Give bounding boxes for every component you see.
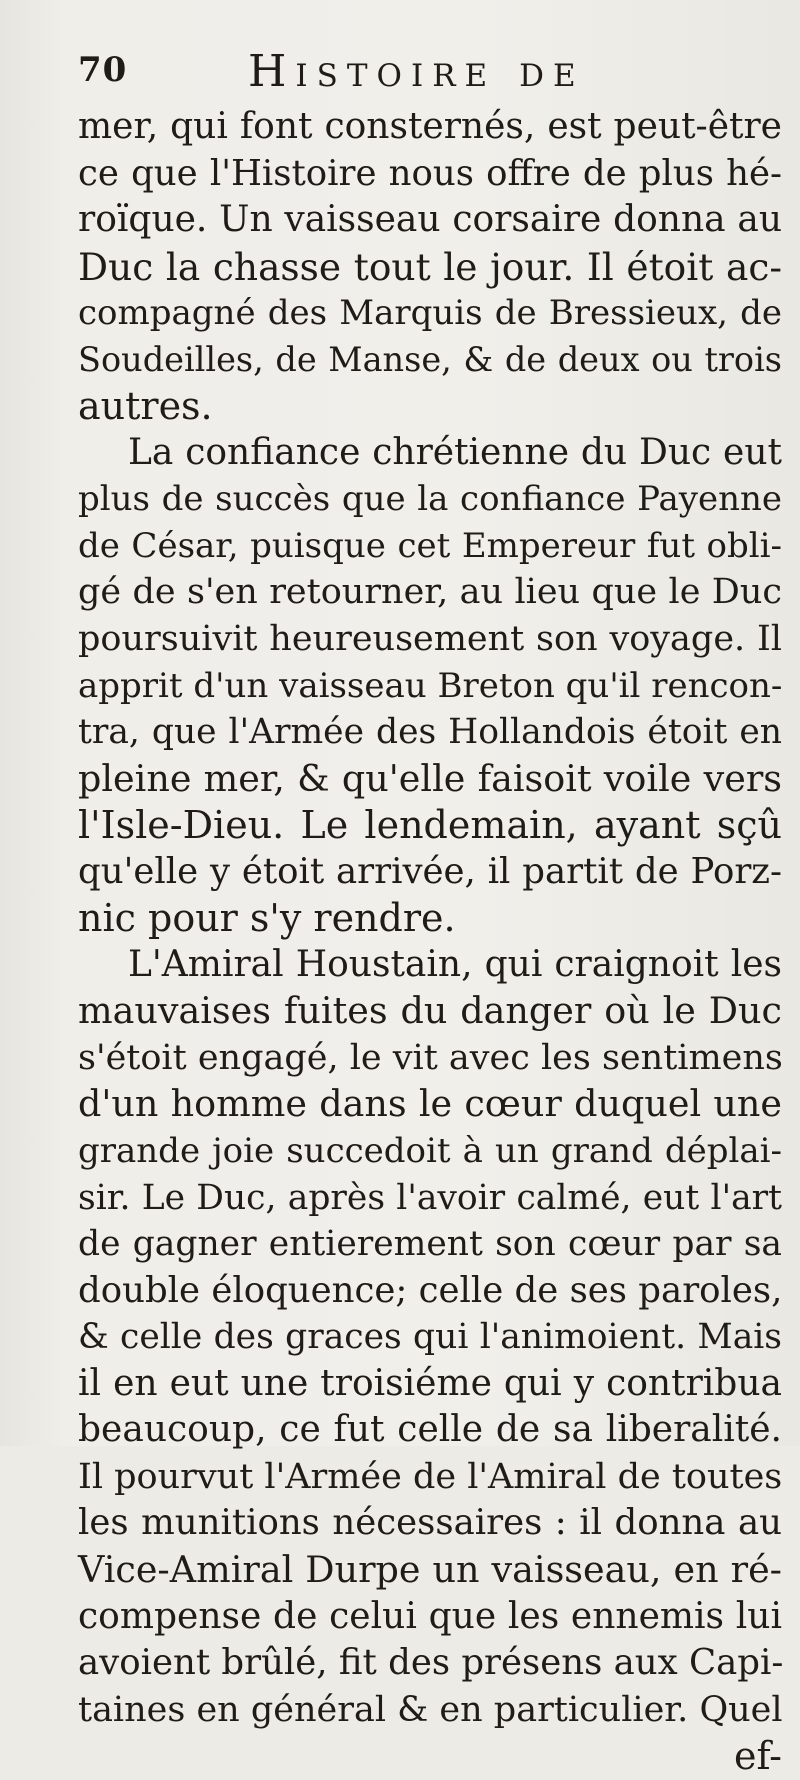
text-line: Il pourvut l'Armée de l'Amiral de toutes [78,1456,783,1497]
text-line: il en eut une troisiéme qui y contribua [78,1362,782,1404]
text-line: mer, qui font consternés, est peut-être [78,106,782,147]
text-line: poursuivit heureusement son voyage. Il [78,619,782,660]
text-line: de gagner entierement son cœur par sa [78,1224,782,1265]
text-line: & celle des graces qui l'animoient. Mais [78,1317,782,1358]
text-line: l'Isle-Dieu. Le lendemain, ayant sçû [78,803,782,848]
text-line: mauvaises fuites du danger où le Duc [78,989,782,1033]
text-line: beaucoup, ce fut celle de sa liberalité. [78,1409,782,1451]
text-line: plus de succès que la confiance Payenne [78,479,782,520]
text-line: gé de s'en retourner, au lieu que le Duc [78,572,782,613]
text-line: autres. [78,384,213,429]
text-line: roïque. Un vaisseau corsaire donna au [78,199,782,241]
running-title: Histoire de [248,46,585,97]
text-line: L'Amiral Houstain, qui craignoit les [128,943,782,985]
body-text [78,104,782,1780]
text-line: nic pour s'y rendre. [78,896,456,941]
text-line: double éloquence; celle de ses paroles, [78,1269,783,1311]
text-line: Duc la chasse tout le jour. Il étoit ac- [78,244,782,289]
text-line: tra, que l'Armée des Hollandois étoit en [78,712,782,753]
text-line: Vice-Amiral Durpe un vaisseau, en ré- [78,1547,782,1591]
page-header [78,44,718,100]
text-line: ef- [733,1734,782,1779]
text-line: avoient brûlé, fit des présens aux Capi- [78,1642,784,1684]
text-line: apprit d'un vaisseau Breton qu'il rencon- [78,665,783,706]
text-line: s'étoit engagé, le vit avec les sentimens [78,1037,783,1078]
text-line: compagné des Marquis de Bressieux, de [78,293,782,334]
text-line: La confiance chrétienne du Duc eut [128,431,782,473]
text-line: grande joie succedoit à un grand déplai- [78,1131,782,1172]
text-line: qu'elle y étoit arrivée, il partit de Porz- [78,850,782,892]
text-line: ce que l'Histoire nous offre de plus hé- [78,152,782,194]
text-line: compense de celui que les ennemis lui [78,1595,782,1637]
text-line: Soudeilles, de Manse, & de deux ou trois [78,339,782,379]
text-line: d'un homme dans le cœur duquel une [78,1082,782,1126]
page-number: 70 [78,50,128,90]
text-line: les munitions nécessaires : il donna au [78,1502,782,1544]
text-line: de César, puisque cet Empereur fut obli- [78,525,782,566]
text-line: sir. Le Duc, après l'avoir calmé, eut l'art [78,1177,782,1218]
text-line: pleine mer, & qu'elle faisoit voile vers [78,756,782,800]
text-line: taines en général & en particulier. Quel [78,1689,783,1730]
